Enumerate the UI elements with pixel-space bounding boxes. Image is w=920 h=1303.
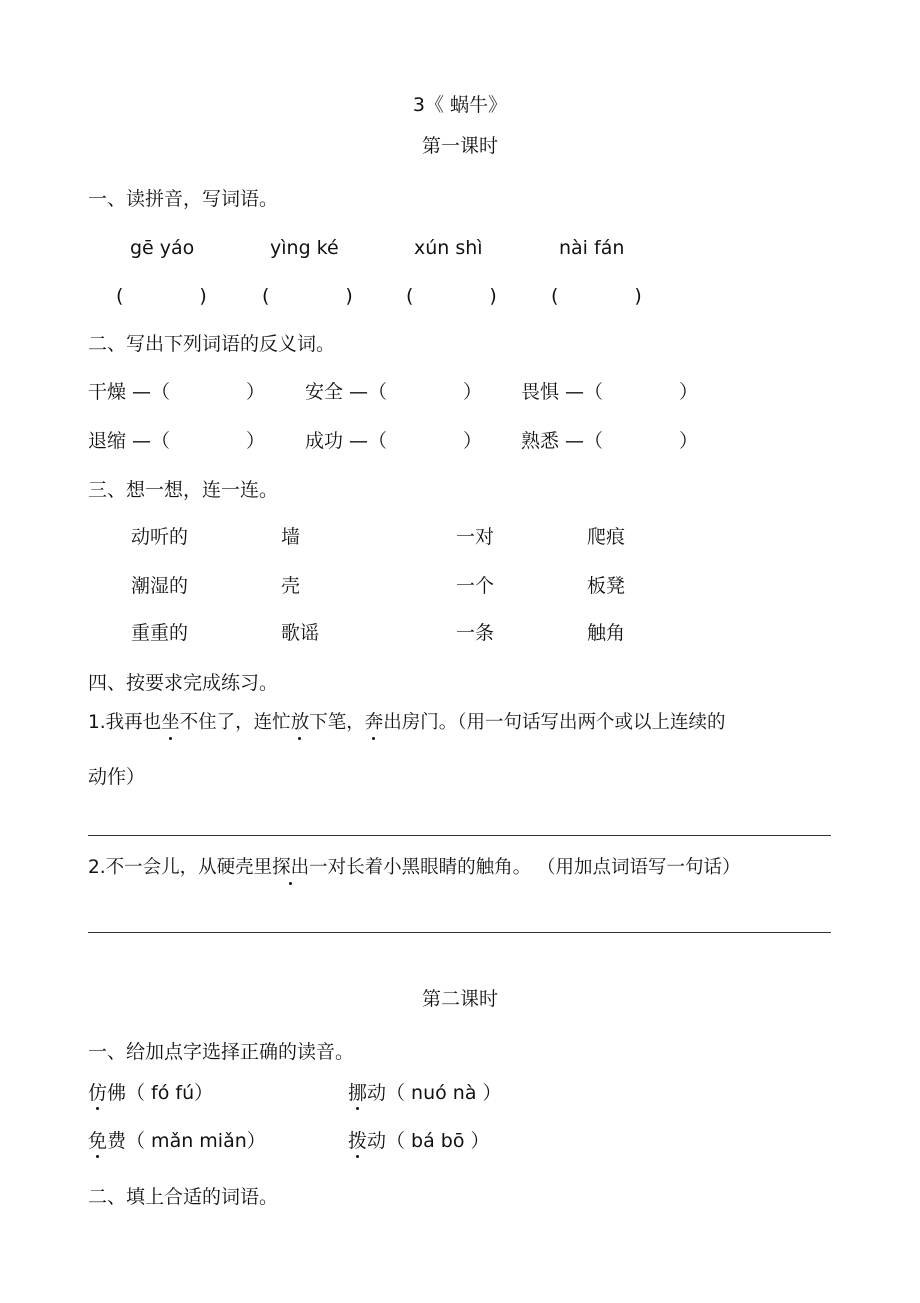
match-col2-item[interactable]: 墙 (281, 526, 301, 548)
dotted-word: 探出 (272, 857, 310, 878)
dotted-word: 坐 (161, 712, 180, 733)
match-col3-item[interactable]: 一对 (456, 526, 495, 548)
pronunciation-item-2[interactable]: 挪动（ nuó nà ） (348, 1082, 502, 1104)
q3-heading: 三、想一想，连一连。 (88, 479, 279, 501)
pronunciation-item-1[interactable]: 仿佛（ fó fú） (88, 1082, 214, 1104)
answer-blank-4[interactable]: ( ) (551, 285, 642, 307)
pinyin-4: nài fán (559, 237, 625, 259)
pronunciation-item-4[interactable]: 拨动（ bá bō ） (348, 1130, 490, 1152)
answer-blank-2[interactable]: ( ) (262, 285, 353, 307)
pinyin-2: yìng ké (270, 237, 339, 259)
exercise-sentence-1: 1.我再也坐不住了，连忙放下笔，奔出房门。（用一句话写出两个或以上连续的 (88, 712, 726, 733)
antonym-item-3[interactable]: 畏惧 —（ ） (521, 381, 699, 403)
q1-heading: 一、读拼音，写词语。 (88, 188, 279, 210)
period-2-title: 第二课时 (421, 988, 498, 1010)
match-col3-item[interactable]: 一条 (456, 622, 495, 644)
antonym-item-5[interactable]: 成功 —（ ） (305, 430, 483, 452)
antonym-item-1[interactable]: 干燥 —（ ） (88, 381, 266, 403)
p2-q2-heading: 二、填上合适的词语。 (88, 1186, 279, 1208)
p2-q1-heading: 一、给加点字选择正确的读音。 (88, 1041, 355, 1063)
match-col1-item[interactable]: 潮湿的 (131, 575, 189, 597)
dotted-word: 奔 (364, 712, 384, 733)
dotted-word: 放 (290, 712, 310, 733)
answer-line-1[interactable] (88, 835, 831, 836)
period-1-title: 第一课时 (421, 135, 498, 157)
q2-heading: 二、写出下列词语的反义词。 (88, 333, 336, 355)
answer-blank-1[interactable]: ( ) (116, 285, 207, 307)
match-col3-item[interactable]: 一个 (456, 575, 495, 597)
match-col1-item[interactable]: 重重的 (131, 622, 189, 644)
exercise-sentence-2: 2.不一会儿，从硬壳里探出一对长着小黑眼睛的触角。 （用加点词语写一句话） (88, 857, 741, 878)
match-col4-item[interactable]: 板凳 (587, 575, 626, 597)
pronunciation-item-3[interactable]: 免费（ mǎn miǎn） (88, 1130, 266, 1152)
pinyin-1: gē yáo (130, 237, 195, 259)
exercise-sentence-1-cont: 动作） (88, 766, 146, 788)
antonym-item-6[interactable]: 熟悉 —（ ） (521, 430, 699, 452)
match-col4-item[interactable]: 爬痕 (587, 526, 626, 548)
match-col2-item[interactable]: 壳 (281, 575, 301, 597)
antonym-item-2[interactable]: 安全 —（ ） (305, 381, 483, 403)
pinyin-3: xún shì (414, 237, 483, 259)
q4-heading: 四、按要求完成练习。 (88, 672, 279, 694)
answer-blank-3[interactable]: ( ) (406, 285, 497, 307)
match-col2-item[interactable]: 歌谣 (281, 622, 320, 644)
match-col1-item[interactable]: 动听的 (131, 526, 189, 548)
match-col4-item[interactable]: 触角 (587, 622, 626, 644)
antonym-item-4[interactable]: 退缩 —（ ） (88, 430, 266, 452)
lesson-title: 3《 蜗牛》 (412, 94, 508, 116)
answer-line-2[interactable] (88, 932, 831, 933)
